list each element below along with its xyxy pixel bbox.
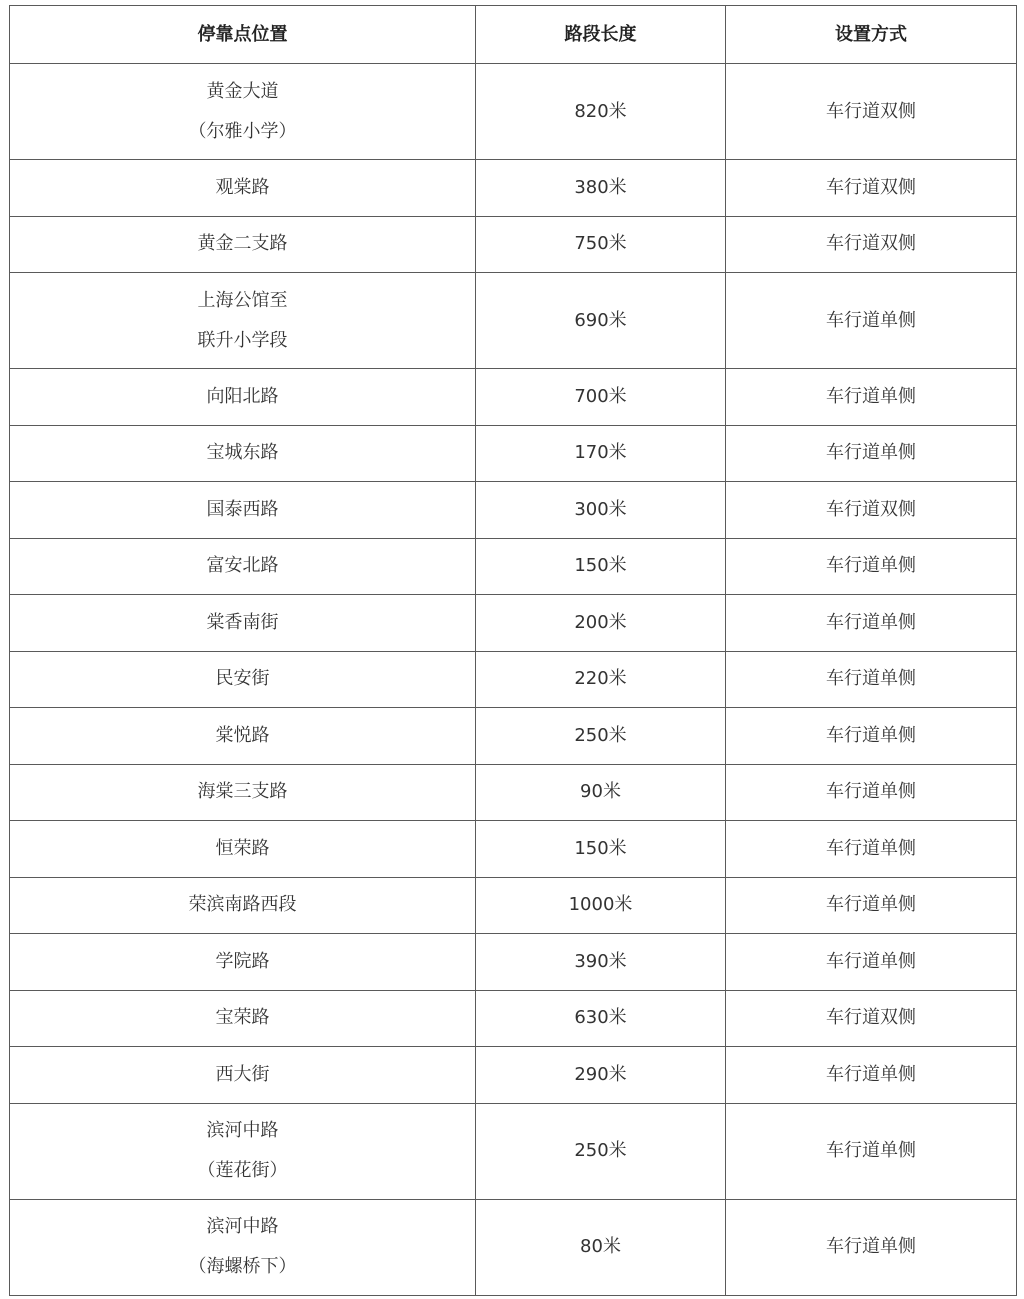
cell-location <box>10 821 476 878</box>
cell-length: 150米 <box>476 821 726 878</box>
location-line-1: 观棠路 <box>215 176 270 198</box>
location-line-2: 联升小学段 <box>197 329 288 351</box>
location-line-1: 向阳北路 <box>206 385 279 407</box>
cell-location <box>10 216 476 273</box>
cell-length: 700米 <box>476 369 726 426</box>
cell-method: 车行道单侧 <box>726 764 1017 821</box>
table-body <box>10 64 1017 1296</box>
cell-length: 630米 <box>476 990 726 1047</box>
cell-method: 车行道单侧 <box>726 595 1017 652</box>
table-row <box>10 160 1017 217</box>
location-line-1: 棠香南街 <box>206 611 279 633</box>
table-row <box>10 708 1017 765</box>
location-line-2: （莲花街） <box>197 1160 288 1181</box>
location-line-1: 宝荣路 <box>215 1007 270 1029</box>
cell-location <box>10 990 476 1047</box>
cell-location <box>10 160 476 217</box>
cell-method: 车行道双侧 <box>726 216 1017 273</box>
cell-location <box>10 708 476 765</box>
parking-spots-table <box>9 5 1017 1296</box>
cell-location <box>10 595 476 652</box>
table-row <box>10 595 1017 652</box>
table-row <box>10 990 1017 1047</box>
cell-length: 390米 <box>476 934 726 991</box>
cell-method: 车行道单侧 <box>726 273 1017 369</box>
header-location: 停靠点位置 <box>10 6 476 64</box>
cell-length: 380米 <box>476 160 726 217</box>
cell-location <box>10 1047 476 1104</box>
cell-length: 150米 <box>476 538 726 595</box>
location-line-1: 上海公馆至 <box>197 289 288 311</box>
cell-method: 车行道单侧 <box>726 1047 1017 1104</box>
cell-method: 车行道单侧 <box>726 1103 1017 1199</box>
cell-location <box>10 425 476 482</box>
location-line-1: 滨河中路 <box>206 1120 279 1141</box>
location-line-1: 恒荣路 <box>215 837 270 859</box>
table-row <box>10 425 1017 482</box>
location-line-1: 荣滨南路西段 <box>188 894 297 916</box>
cell-method: 车行道单侧 <box>726 1199 1017 1295</box>
header-method: 设置方式 <box>726 6 1017 64</box>
location-line-1: 学院路 <box>215 950 270 972</box>
table-row <box>10 1199 1017 1295</box>
cell-method: 车行道双侧 <box>726 160 1017 217</box>
table-row <box>10 369 1017 426</box>
cell-method: 车行道双侧 <box>726 990 1017 1047</box>
cell-location <box>10 877 476 934</box>
cell-length: 90米 <box>476 764 726 821</box>
cell-length: 220米 <box>476 651 726 708</box>
cell-length: 250米 <box>476 708 726 765</box>
cell-method: 车行道单侧 <box>726 651 1017 708</box>
table-row <box>10 1103 1017 1199</box>
cell-method: 车行道单侧 <box>726 877 1017 934</box>
cell-location <box>10 764 476 821</box>
location-line-1: 西大街 <box>215 1063 270 1085</box>
cell-length: 690米 <box>476 273 726 369</box>
cell-method: 车行道单侧 <box>726 708 1017 765</box>
cell-length: 80米 <box>476 1199 726 1295</box>
cell-length: 290米 <box>476 1047 726 1104</box>
cell-length: 170米 <box>476 425 726 482</box>
location-line-1: 民安街 <box>215 668 270 690</box>
cell-length: 1000米 <box>476 877 726 934</box>
location-line-1: 国泰西路 <box>206 498 279 520</box>
cell-location <box>10 369 476 426</box>
cell-length: 200米 <box>476 595 726 652</box>
cell-length: 820米 <box>476 64 726 160</box>
table-row <box>10 934 1017 991</box>
location-line-1: 棠悦路 <box>215 724 270 746</box>
location-line-1: 富安北路 <box>206 555 279 577</box>
table-row <box>10 764 1017 821</box>
cell-length: 750米 <box>476 216 726 273</box>
location-line-2: （海螺桥下） <box>188 1256 297 1277</box>
table-header-row <box>10 6 1017 64</box>
table-row <box>10 64 1017 160</box>
header-length: 路段长度 <box>476 6 726 64</box>
cell-location <box>10 482 476 539</box>
cell-location <box>10 64 476 160</box>
cell-method: 车行道单侧 <box>726 538 1017 595</box>
cell-length: 300米 <box>476 482 726 539</box>
table-row <box>10 482 1017 539</box>
cell-length: 250米 <box>476 1103 726 1199</box>
table-row <box>10 821 1017 878</box>
cell-location <box>10 1103 476 1199</box>
cell-method: 车行道单侧 <box>726 934 1017 991</box>
table-row <box>10 877 1017 934</box>
cell-method: 车行道单侧 <box>726 425 1017 482</box>
location-line-1: 海棠三支路 <box>197 781 288 803</box>
cell-location <box>10 273 476 369</box>
location-line-1: 滨河中路 <box>206 1216 279 1237</box>
table-row <box>10 1047 1017 1104</box>
table-row <box>10 538 1017 595</box>
cell-location <box>10 538 476 595</box>
cell-location <box>10 651 476 708</box>
location-line-2: （尔雅小学） <box>188 120 297 142</box>
table-row <box>10 216 1017 273</box>
cell-location <box>10 934 476 991</box>
table-row <box>10 651 1017 708</box>
cell-method: 车行道双侧 <box>726 64 1017 160</box>
location-line-1: 宝城东路 <box>206 442 279 464</box>
cell-location <box>10 1199 476 1295</box>
location-line-1: 黄金大道 <box>206 80 279 102</box>
cell-method: 车行道单侧 <box>726 821 1017 878</box>
location-line-1: 黄金二支路 <box>197 233 288 255</box>
cell-method: 车行道单侧 <box>726 369 1017 426</box>
table-row <box>10 273 1017 369</box>
cell-method: 车行道双侧 <box>726 482 1017 539</box>
